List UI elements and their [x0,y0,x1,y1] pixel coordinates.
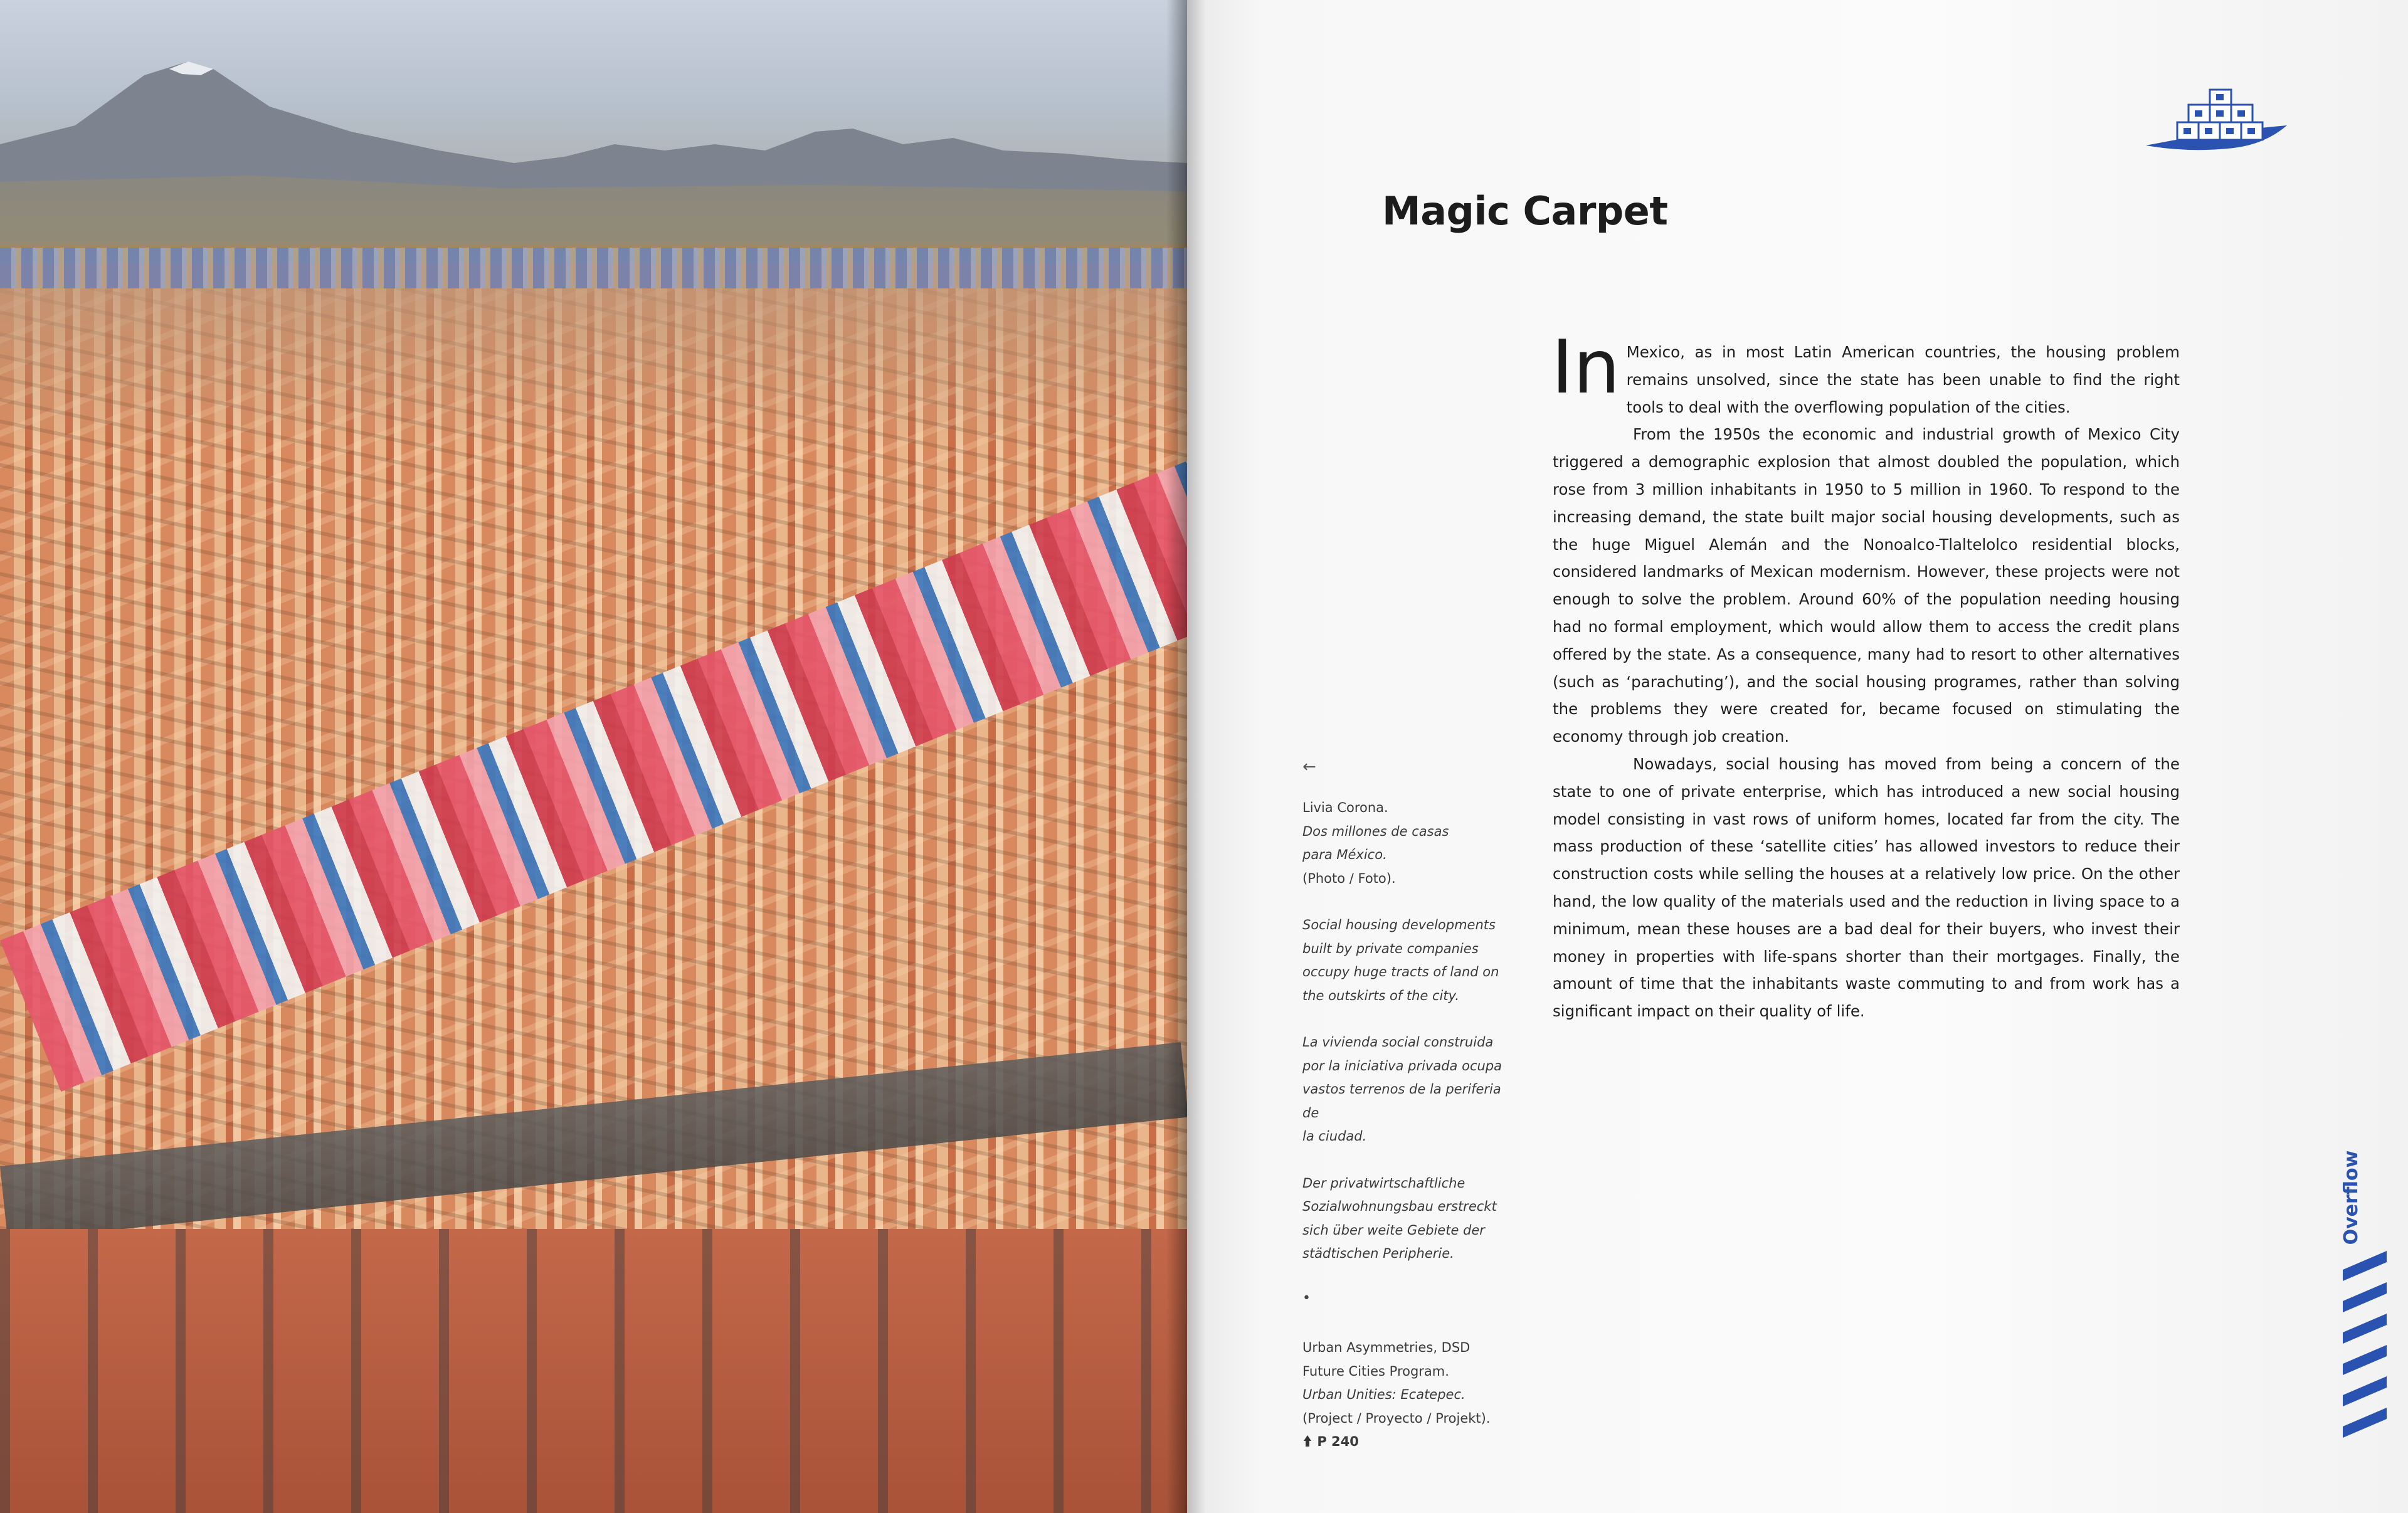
caption-line: built by private companies [1302,941,1479,956]
caption-german [1302,1172,1509,1266]
project-line-3: Urban Unities: Ecatepec. [1302,1387,1465,1402]
paragraph-2: From the 1950s the economic and industrial growth of Mexico City triggered a demographic explosion that almost doubled the population, which rose from 3 million inhabitants in 1950 to 5 million in 1960. To respond to the increasing demand, the state built major social housing developments, such as the huge Miguel Alemán and the Nonoalco-Tlaltelolco residential blocks, considered landmarks of Mexican modernism. However, these projects were not enough to solve the problem. Around 60% of the population needing housing had no formal employment, which would allow them to access the credit plans offered by the state. As a consequence, many had to resort to other alternatives (such as ‘parachuting’), and the social housing programes, rather than solving the problems they were created for, became focused on stimulating the economy through job creation. [1553,425,2180,746]
page-reference-text: P 240 [1317,1434,1359,1449]
page-reference[interactable] [1302,1430,1509,1454]
section-stripes-icon [2343,1251,2387,1452]
caption-line: sich über weite Gebiete der [1302,1222,1485,1238]
caption-line: vastos terrenos de la periferia de [1302,1082,1501,1120]
stacked-houses-boat-icon [2140,88,2290,157]
credit-author: Livia Corona. [1302,800,1388,815]
right-page [1187,0,2408,1513]
aerial-housing-photo [0,0,1187,1513]
article-body [1551,324,2180,1025]
photo-solar-roofs [0,248,1187,292]
pointer-icon [1302,1435,1312,1447]
photo-caption-sidebar [1302,756,1509,1454]
credit-type: (Photo / Foto). [1302,870,1396,886]
caption-line: städtischen Peripherie. [1302,1246,1454,1261]
drop-cap: In [1551,324,1620,410]
paragraph-3: Nowadays, social housing has moved from being a concern of the state to one of private enterprise, which has introduced a new social housing model consisting in vast rows of uniform homes, located far from the city. The mass production of these ‘satellite cities’ has allowed investors to reduce their construction costs while selling the houses at a relatively low price. On the other hand, the low quality of the materials used and the reduction in living space to a minimum, mean these houses are a bad deal for their buyers, who invest their money in properties with life-spans shorter than their mortgages. Finally, the amount of time that the inhabitants waste commuting to and from work has a significant impact on their quality of life. [1553,754,2180,1021]
page-title: Magic Carpet [1382,188,1668,234]
caption-english [1302,914,1509,1008]
caption-spanish [1302,1031,1509,1149]
caption-line: the outskirts of the city. [1302,988,1460,1003]
caption-line: Der privatwirtschaftliche [1302,1175,1465,1191]
caption-line: la ciudad. [1302,1129,1367,1144]
section-label: Overflow [2340,1150,2362,1245]
caption-line: occupy huge tracts of land on [1302,964,1499,979]
caption-line: Social housing developments [1302,917,1496,932]
caption-line: La vivienda social construida [1302,1035,1494,1050]
caption-line: Sozialwohnungsbau erstreckt [1302,1199,1497,1214]
page-gutter-shadow [1166,0,1187,1513]
project-line-2: Future Cities Program. [1302,1363,1449,1379]
bullet-icon: • [1302,1290,1311,1306]
caption-line: por la iniciativa privada ocupa [1302,1058,1502,1073]
project-line-4: (Project / Proyecto / Projekt). [1302,1410,1491,1426]
photo-distance-fade [0,288,1187,451]
left-arrow-icon: ← [1302,757,1316,776]
photo-foreground-rooftops [0,1229,1187,1513]
paragraph-1-text: Mexico, as in most Latin American countries, the housing problem remains unsolved, since the state has been unable to find the right tools to deal with the overflowing population of the cities. [1626,343,2180,416]
paragraph-1 [1551,324,2180,421]
credit-title-line-2: para México. [1302,847,1387,862]
photo-credit [1302,796,1509,890]
credit-title-line-1: Dos millones de casas [1302,823,1449,839]
project-line-1: Urban Asymmetries, DSD [1302,1340,1471,1355]
project-reference [1302,1336,1509,1454]
